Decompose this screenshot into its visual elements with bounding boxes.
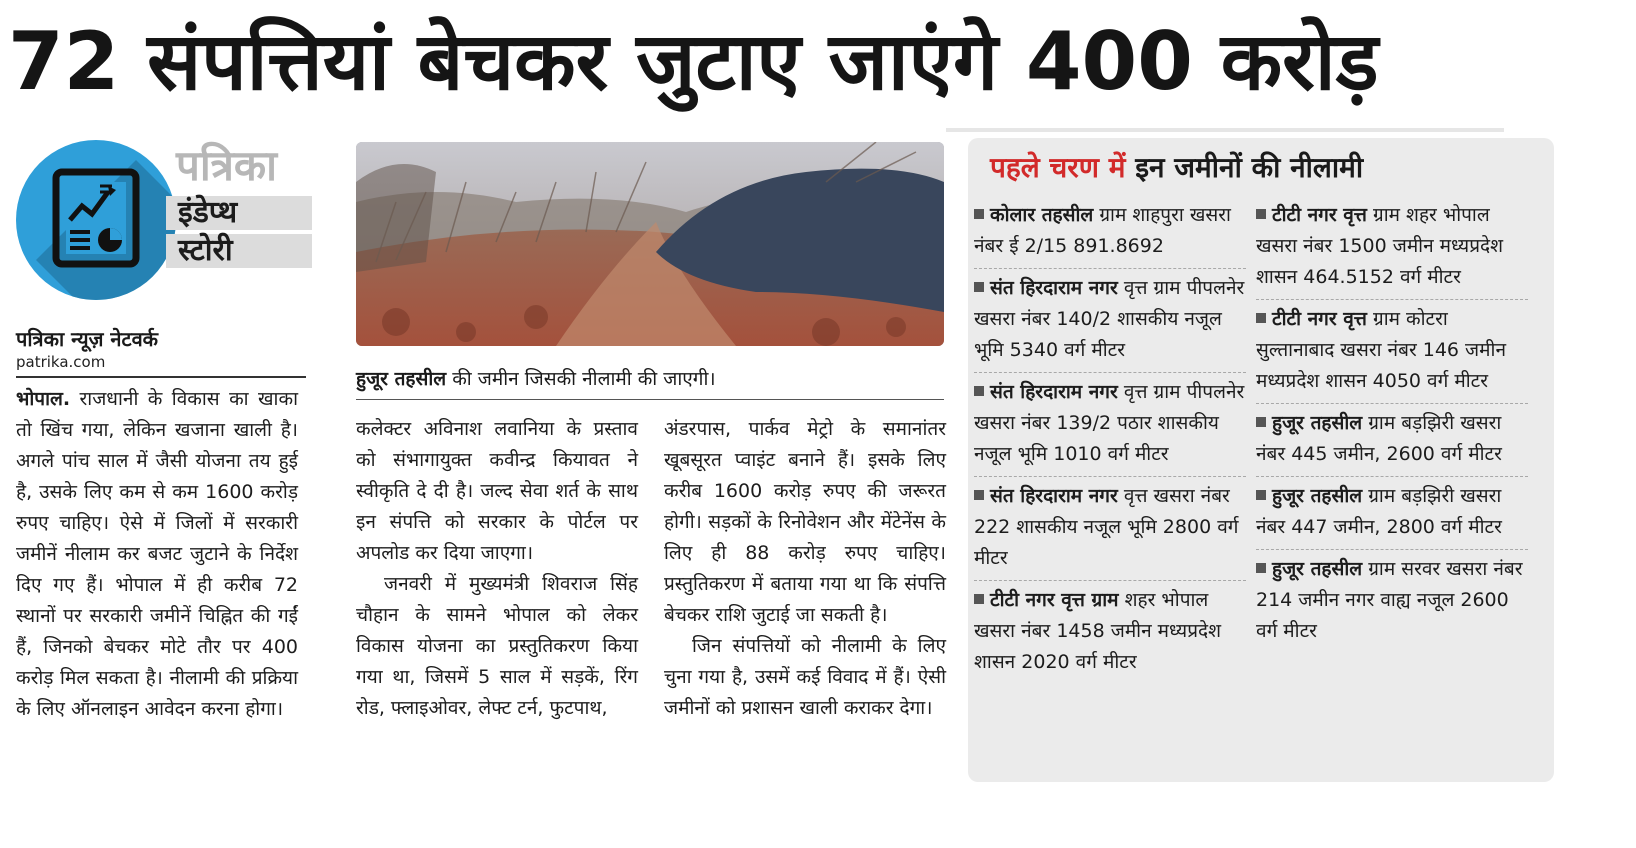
list-item — [974, 373, 1246, 477]
byline — [16, 326, 306, 378]
item-text: ग्राम शहर भोपाल खसरा नंबर 1500 जमीन मध्यप्रदेश शासन 464.5152 वर्ग मीटर — [1256, 204, 1504, 288]
item-head: संत हिरदाराम नगर — [990, 277, 1118, 299]
report-chart-icon — [16, 140, 176, 300]
square-bullet-icon — [1256, 313, 1266, 323]
photo-caption-bold: हुजूर तहसील — [356, 368, 447, 390]
list-item — [974, 477, 1246, 581]
article-photo — [356, 142, 944, 346]
item-text: ग्राम सरवर खसरा नंबर 214 जमीन नगर वाह्य नजूल 2600 वर्ग मीटर — [1256, 558, 1523, 642]
item-head: टीटी नगर वृत्त ग्राम — [990, 589, 1119, 611]
indepth-story-logo — [16, 140, 316, 300]
list-item — [1256, 196, 1528, 300]
article-col1-text: राजधानी के विकास का खाका तो खिंच गया, लेकिन खजाना खाली है। अगले पांच साल में जैसी योजना तय हुई है, उसके लिए कम से कम 1600 करोड़ रुपए चाहिए। ऐसे में जिलों में सरकारी जमीनें नीलाम कर बजट जुटाने के निर्देश दिए गए हैं। भोपाल में ही करीब 72 स्थानों पर सरकारी जमीनें चिह्नित की गईं हैं, जिनको बेचकर मोटे तौर पर 400 करोड़ मिल सकता है। नीलामी की प्रक्रिया के लिए ऑनलाइन आवेदन करना होगा। — [16, 388, 298, 720]
panel-top-divider — [946, 128, 1504, 132]
item-text: शहर भोपाल खसरा नंबर 1458 जमीन मध्यप्रदेश शासन 2020 वर्ग मीटर — [974, 589, 1222, 673]
square-bullet-icon — [974, 490, 984, 500]
logo-line-story: स्टोरी — [166, 234, 312, 268]
list-item — [1256, 300, 1528, 404]
item-text: वृत्त ग्राम पीपलनेर खसरा नंबर 140/2 शासकीय नजूल भूमि 5340 वर्ग मीटर — [974, 277, 1245, 361]
logo-brand: पत्रिका — [176, 141, 278, 190]
square-bullet-icon — [1256, 417, 1266, 427]
byline-name: पत्रिका न्यूज़ नेटवर्क — [16, 327, 159, 351]
square-bullet-icon — [974, 209, 984, 219]
item-head: हुजूर तहसील — [1272, 558, 1363, 580]
item-text: वृत्त खसरा नंबर 222 शासकीय नजूल भूमि 2800 वर्ग मीटर — [974, 485, 1239, 569]
article-col2-p2: जनवरी में मुख्यमंत्री शिवराज सिंह चौहान के सामने भोपाल को लेकर विकास योजना का प्रस्तुतिकरण किया गया था, जिसमें 5 साल में सड़कें, रिंग रोड, फ्लाइओवर, लेफ्ट टर्न, फुटपाथ, — [356, 573, 638, 719]
headline: 72 संपत्तियां बेचकर जुटाए जाएंगे 400 करोड़ — [8, 15, 1379, 108]
article-col3-p1: अंडरपास, पार्कव मेट्रो के समानांतर खूबसूरत प्वाइंट बनाने हैं। इसके लिए करीब 1600 करोड़ रुपए की जरूरत होगी। सड़कों के रिनोवेशन और मेंटेनेंस के लिए ही 88 करोड़ रुपए चाहिए। प्रस्तुतिकरण में बताया गया था कि संपत्ति बेचकर राशि जुटाई जा सकती है। — [664, 418, 946, 626]
article-column-1 — [16, 384, 298, 725]
item-head: टीटी नगर वृत्त — [1272, 308, 1367, 330]
panel-title — [990, 148, 1363, 188]
article-column-3 — [664, 414, 946, 724]
logo-line-indepth: इंडेप्थ — [166, 196, 312, 230]
item-head: कोलार तहसील — [990, 204, 1094, 226]
article-column-2 — [356, 414, 638, 724]
item-head: संत हिरदाराम नगर — [990, 381, 1118, 403]
square-bullet-icon — [974, 282, 984, 292]
item-head: हुजूर तहसील — [1272, 412, 1363, 434]
item-text: ग्राम बड़झिरी खसरा नंबर 445 जमीन, 2600 वर्ग मीटर — [1256, 412, 1502, 465]
square-bullet-icon — [1256, 209, 1266, 219]
byline-site: patrika.com — [16, 352, 306, 378]
article-col3-p2: जिन संपत्तियों को नीलामी के लिए चुना गया है, उसमें कई विवाद में हैं। ऐसी जमीनों को प्रशासन खाली कराकर देगा। — [664, 635, 946, 719]
photo-caption — [356, 360, 944, 400]
list-item — [1256, 550, 1528, 653]
article-col2-p1: कलेक्टर अविनाश लवानिया के प्रस्ताव को संभागायुक्त कवीन्द्र कियावत ने स्वीकृति दे दी है। जल्द सेवा शर्त के साथ इन संपत्ति को सरकार के पोर्टल पर अपलोड कर दिया जाएगा। — [356, 418, 638, 564]
square-bullet-icon — [1256, 563, 1266, 573]
list-item — [974, 581, 1246, 684]
auction-list-right — [1256, 196, 1528, 653]
item-head: हुजूर तहसील — [1272, 485, 1363, 507]
dateline: भोपाल. — [16, 388, 71, 410]
item-text: ग्राम शाहपुरा खसरा नंबर ई 2/15 891.8692 — [974, 204, 1231, 257]
square-bullet-icon — [1256, 490, 1266, 500]
item-head: टीटी नगर वृत्त — [1272, 204, 1367, 226]
list-item — [974, 196, 1246, 269]
item-head: संत हिरदाराम नगर — [990, 485, 1118, 507]
photo-caption-text: की जमीन जिसकी नीलामी की जाएगी। — [452, 368, 716, 390]
item-text: ग्राम कोटरा सुल्तानाबाद खसरा नंबर 146 जमीन मध्यप्रदेश शासन 4050 वर्ग मीटर — [1256, 308, 1506, 392]
auction-list-left — [974, 196, 1246, 684]
list-item — [1256, 477, 1528, 550]
panel-title-black: इन जमीनों की नीलामी — [1135, 151, 1364, 184]
list-item — [974, 269, 1246, 373]
auction-list-panel — [968, 138, 1554, 782]
item-text: ग्राम बड़झिरी खसरा नंबर 447 जमीन, 2800 वर्ग मीटर — [1256, 485, 1502, 538]
panel-title-red: पहले चरण में — [990, 151, 1126, 184]
item-text: वृत्त ग्राम पीपलनेर खसरा नंबर 139/2 पठार शासकीय नजूल भूमि 1010 वर्ग मीटर — [974, 381, 1245, 465]
square-bullet-icon — [974, 386, 984, 396]
list-item — [1256, 404, 1528, 477]
square-bullet-icon — [974, 594, 984, 604]
